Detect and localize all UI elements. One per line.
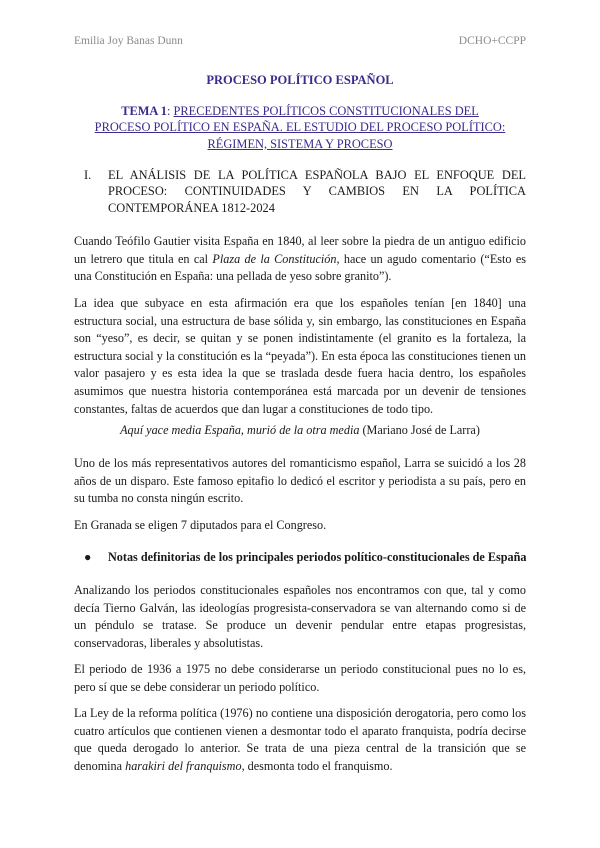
paragraph-reforma-a: La Ley de la reforma política (1976) no contiene una disposición derogatoria, pero como los cuatro artículos que contienen vienen a desmontar todo el aparato franquista, podría decirse que queda derogado lo anterior. Se trata de una pieza central de la transición que se denomina (74, 706, 526, 773)
paragraph-gautier-a: Cuando Teófilo Gautier visita España en 1840, al leer sobre la piedra de un antiguo edificio un letrero que titula en cal (74, 234, 526, 266)
header-course: DCHO+CCPP (458, 35, 526, 47)
section-text: EL ANÁLISIS DE LA POLÍTICA ESPAÑOLA BAJO EL ENFOQUE DEL PROCESO: CONTINUIDADES Y CAMBIOS EN LA POLÍTICA CONTEMPORÁNEA 1812-2024 (108, 168, 526, 215)
paragraph-reforma-b: , desmonta todo el franquismo. (241, 758, 393, 773)
paragraph-gautier-italic: Plaza de la Constitución (212, 251, 337, 266)
larra-quote (0, 423, 600, 438)
topic-separator: : (166, 104, 174, 118)
topic-heading (92, 103, 508, 152)
paragraph-1936: El periodo de 1936 a 1975 no debe considerarse un periodo constitucional pues no lo es, pero sí que se debe considerar un periodo político. (74, 662, 526, 694)
topic-label: TEMA 1 (121, 104, 167, 118)
header-author: Emilia Joy Banas Dunn (74, 35, 183, 47)
bullet-heading (84, 550, 534, 565)
paragraph-tierno: Analizando los periodos constitucionales españoles nos encontramos con que, tal y como decía Tierno Galván, las ideologías progresista-conservadora se van alternando como si de un péndulo se tratase. Se produce un devenir pendular entre etapas progresistas, conservadoras, liberales y absolutistas. (74, 583, 526, 650)
larra-quote-italic: Aquí yace media España, murió de la otra media (120, 423, 360, 437)
paragraph-gautier (74, 233, 526, 286)
bullet-text: Notas definitorias de los principales periodos político-constitucionales de España (108, 550, 527, 564)
paragraph-larra: Uno de los más representativos autores del romanticismo español, Larra se suicidó a los 28 años de un disparo. Este famoso epitafio lo dedicó el escritor y periodista a su país, pero en su tumba no consta ningún escrito. (74, 456, 526, 506)
paragraph-gautier-b: , hace un agudo comentario (“Esto es una Constitución en España: una pellada de yeso sobre granito”). (74, 251, 526, 284)
document-title: PROCESO POLÍTICO ESPAÑOL (206, 73, 394, 87)
bullet-icon: ● (84, 550, 92, 564)
larra-quote-author: (Mariano José de Larra) (359, 423, 480, 437)
paragraph-yeso: La idea que subyace en esta afirmación era que los españoles tenían [en 1840] una estructura social, una estructura de base sólida y, sin embargo, las constituciones en España son “yeso”, es decir, se quitan y se ponen indistintamente (el granito es la fortaleza, la estructura social y la constitución es la “peyada”). En esta época las constituciones tienen un valor pasajero y es esta idea la que se traslada desde fuera hacia dentro, los españoles asumimos que nuestra historia contemporánea está marcada por un devenir de tensiones constantes, faltas de acuerdos que dan lugar a constituciones de todo tipo. (74, 296, 526, 416)
paragraph-granada: En Granada se eligen 7 diputados para el Congreso. (74, 518, 327, 532)
section-heading (84, 167, 526, 216)
paragraph-reforma (74, 705, 526, 775)
section-number: I. (84, 168, 92, 182)
paragraph-reforma-italic: harakiri del franquismo (125, 758, 242, 773)
topic-text: PRECEDENTES POLÍTICOS CONSTITUCIONALES DEL PROCESO POLÍTICO EN ESPAÑA. EL ESTUDIO DEL PROCESO POLÍTICO: RÉGIMEN, SISTEMA Y PROCESO (94, 104, 506, 151)
page-header (74, 35, 526, 51)
